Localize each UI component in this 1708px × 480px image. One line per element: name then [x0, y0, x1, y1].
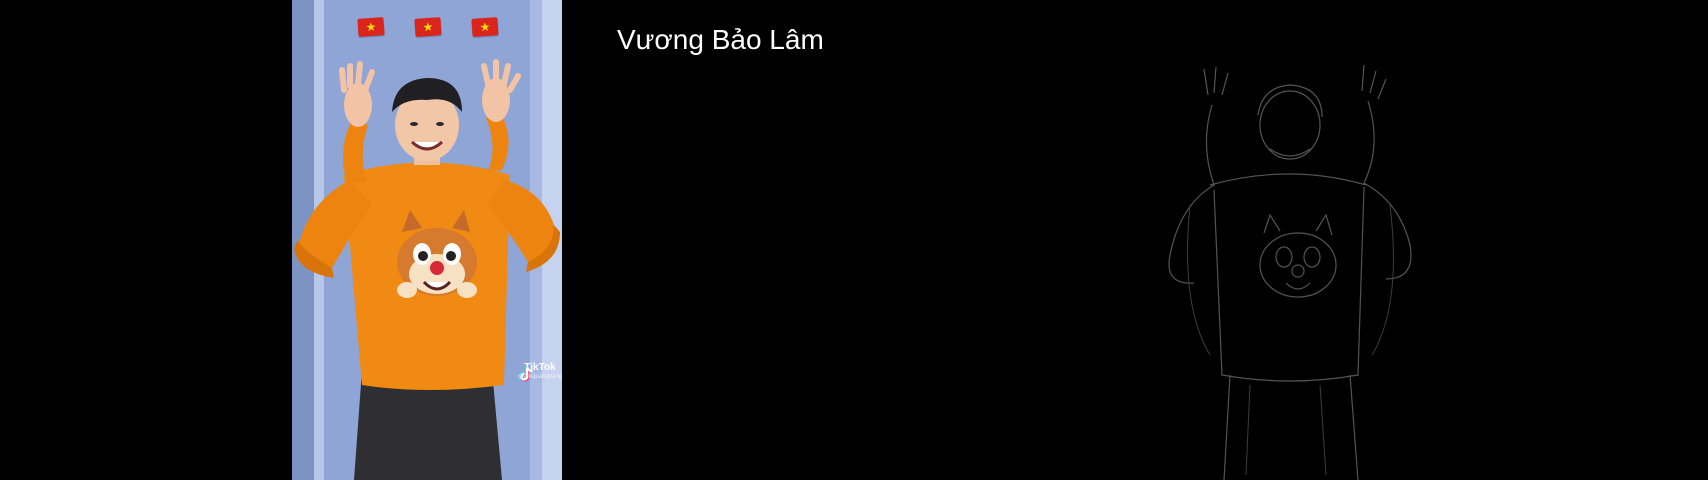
video-title: Vương Bảo Lâm [617, 24, 824, 55]
vietnam-flag-icon: ★ [414, 17, 441, 37]
tiktok-handle: @ninquangdang [518, 374, 562, 380]
edge-detection-panel [1150, 55, 1430, 480]
video-panel [292, 0, 562, 480]
tiktok-brand: TikTok [524, 362, 556, 373]
tiktok-watermark [518, 362, 562, 380]
video-frame-illustration [292, 0, 562, 480]
tiktok-logo-icon [518, 362, 540, 384]
flag-overlay [358, 18, 498, 40]
vietnam-flag-icon: ★ [471, 17, 498, 37]
vietnam-flag-icon: ★ [357, 17, 384, 37]
